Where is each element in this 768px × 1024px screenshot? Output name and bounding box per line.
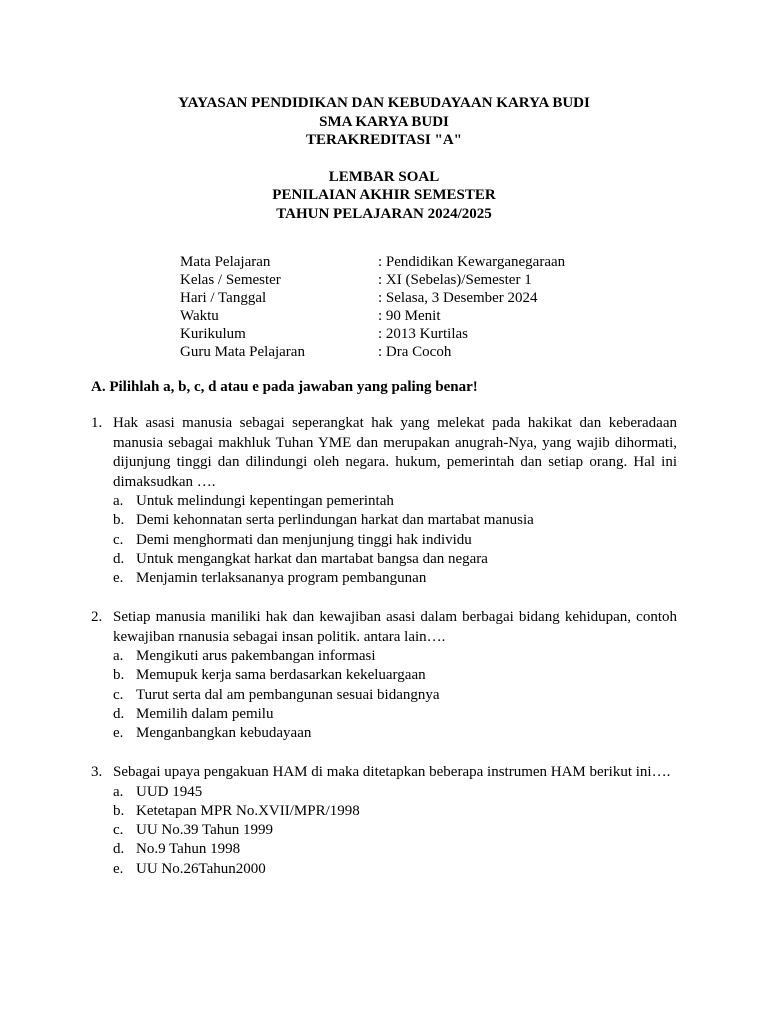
section-instruction: A. Pilihlah a, b, c, d atau e pada jawaban yang paling benar!: [91, 379, 478, 395]
info-row: [180, 253, 565, 271]
info-value: : Dra Cocoh: [378, 344, 452, 360]
option-letter: a.: [113, 493, 124, 509]
exam-info: [180, 253, 565, 361]
info-row: [180, 289, 565, 307]
info-value: : 90 Menit: [378, 308, 441, 324]
answer-option: [113, 550, 677, 569]
option-letter: a.: [113, 783, 124, 800]
answer-options: [113, 492, 677, 588]
question-number: 2.: [91, 609, 103, 625]
info-row: [180, 325, 565, 343]
question-number: 3.: [91, 764, 103, 780]
option-text: Mengikuti arus pakembangan informasi: [136, 648, 376, 664]
option-text: Memilih dalam pemilu: [136, 705, 274, 722]
answer-option: [113, 724, 677, 743]
option-text: Memupuk kerja sama berdasarkan kekeluargaan: [136, 667, 426, 684]
option-text: No.9 Tahun 1998: [136, 841, 241, 858]
info-value: : XI (Sebelas)/Semester 1: [378, 272, 532, 288]
option-text: Menganbangkan kebudayaan: [136, 725, 312, 742]
question-text: Setiap manusia maniliki hak dan kewajiban asasi dalam berbagai bidang kehidupan, contoh kewajiban rnanusia sebagai insan politik. antara lain….: [113, 609, 677, 645]
answer-option: [113, 666, 677, 685]
option-text: UUD 1945: [136, 783, 203, 800]
option-text: Untuk melindungi kepentingan pemerintah: [136, 493, 394, 509]
info-label: Hari / Tanggal: [180, 290, 267, 306]
answer-option: [113, 569, 677, 588]
question-text: Sebagai upaya pengakuan HAM di maka ditetapkan beberapa instrumen HAM berikut ini….: [113, 764, 671, 780]
question-number: 1.: [91, 415, 103, 431]
option-text: Ketetapan MPR No.XVII/MPR/1998: [136, 802, 360, 819]
answer-option: [113, 783, 677, 802]
answer-option: [113, 686, 677, 705]
option-letter: c.: [113, 531, 124, 548]
info-label: Waktu: [180, 308, 219, 324]
accreditation: TERAKREDITASI "A": [306, 132, 462, 148]
option-letter: c.: [113, 686, 124, 703]
option-letter: e.: [113, 570, 124, 587]
answer-option: [113, 821, 677, 840]
info-label: Kelas / Semester: [180, 272, 281, 288]
document-header: [0, 94, 768, 223]
option-text: Untuk mengangkat harkat dan martabat bangsa dan negara: [136, 550, 488, 567]
option-letter: d.: [113, 550, 125, 567]
info-row: [180, 307, 565, 325]
answer-option: [113, 705, 677, 724]
option-text: UU No.39 Tahun 1999: [136, 822, 273, 839]
foundation-name: YAYASAN PENDIDIKAN DAN KEBUDAYAAN KARYA BUDI: [178, 95, 590, 111]
answer-option: [113, 511, 677, 530]
info-value: : 2013 Kurtilas: [378, 326, 468, 342]
info-row: [180, 343, 565, 361]
option-letter: b.: [113, 802, 125, 819]
answer-options: [113, 647, 677, 743]
info-label: Guru Mata Pelajaran: [180, 344, 305, 360]
answer-option: [113, 647, 677, 666]
option-letter: e.: [113, 860, 124, 877]
option-letter: b.: [113, 667, 125, 684]
answer-option: [113, 492, 677, 511]
option-text: Demi menghormati dan menjunjung tinggi hak individu: [136, 531, 472, 548]
answer-option: [113, 531, 677, 550]
answer-options: [113, 783, 677, 879]
answer-option: [113, 860, 677, 879]
option-text: Turut serta dal am pembangunan sesuai bidangnya: [136, 686, 440, 703]
question-text: Hak asasi manusia sebagai seperangkat hak yang melekat pada hakikat dan keberadaan manusia sebagai makhluk Tuhan YME dan merupakan anugrah-Nya, yang wajib dihormati, dijunjung tinggi dan dilindungi oleh negara. hukum, pemerintah dan setiap orang. Hal ini dimaksudkan ….: [113, 415, 677, 490]
info-value: : Pendidikan Kewarganegaraan: [378, 254, 566, 270]
info-label: Mata Pelajaran: [180, 254, 271, 270]
option-text: Demi kehonnatan serta perlindungan harkat dan martabat manusia: [136, 512, 534, 529]
option-text: Menjamin terlaksananya program pembangunan: [136, 570, 427, 587]
school-name: SMA KARYA BUDI: [319, 113, 449, 130]
question-3: [91, 763, 677, 879]
academic-year: TAHUN PELAJARAN 2024/2025: [276, 205, 492, 222]
answer-option: [113, 840, 677, 859]
info-label: Kurikulum: [180, 326, 246, 342]
question-1: [91, 414, 677, 588]
option-letter: e.: [113, 725, 124, 742]
sheet-title: LEMBAR SOAL: [328, 168, 440, 185]
option-text: UU No.26Tahun2000: [136, 860, 266, 877]
assessment-title: PENILAIAN AKHIR SEMESTER: [272, 187, 496, 203]
answer-option: [113, 802, 677, 821]
info-value: : Selasa, 3 Desember 2024: [378, 290, 538, 306]
question-2: [91, 608, 677, 743]
option-letter: d.: [113, 841, 125, 858]
option-letter: d.: [113, 705, 125, 722]
option-letter: a.: [113, 648, 124, 664]
option-letter: c.: [113, 822, 124, 839]
option-letter: b.: [113, 512, 125, 529]
info-row: [180, 271, 565, 289]
